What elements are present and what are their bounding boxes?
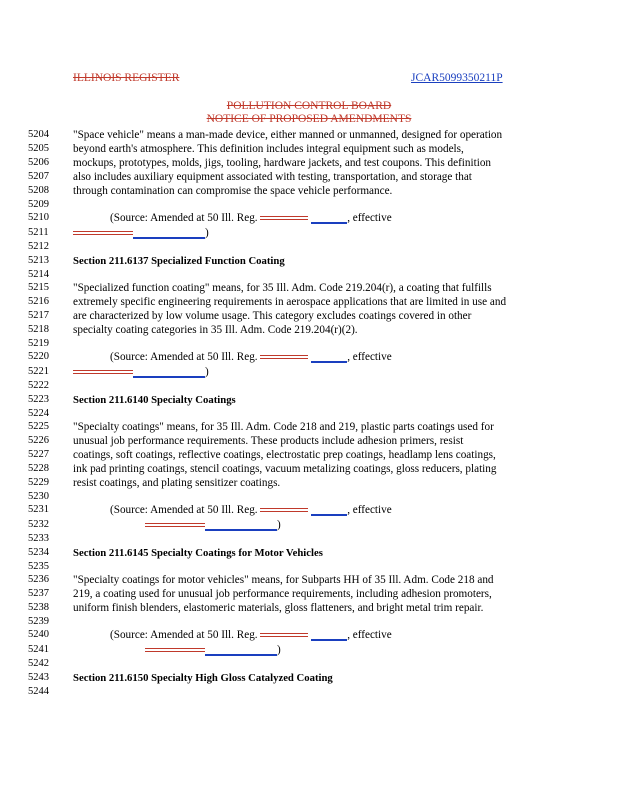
- paragraph-line: are characterized by low volume usage. This category excludes coatings covered in other: [73, 310, 472, 322]
- source-close: ): [277, 644, 281, 656]
- line-number: 5235: [28, 561, 49, 572]
- deleted-blank: [73, 231, 133, 235]
- inserted-blank: [133, 376, 205, 378]
- board-title: POLLUTION CONTROL BOARD: [226, 100, 392, 112]
- line-number: 5233: [28, 533, 49, 544]
- line-number: 5204: [28, 129, 49, 140]
- line-number: 5239: [28, 616, 49, 627]
- line-number: 5228: [28, 463, 49, 474]
- line-number: 5220: [28, 351, 49, 362]
- paragraph-line: specialty coating categories in 35 Ill. Adm. Code 219.204(r)(2).: [73, 324, 358, 336]
- source-prefix: (Source: Amended at 50 Ill. Reg.: [110, 504, 258, 516]
- source-effective: , effective: [347, 212, 392, 224]
- line-number: 5212: [28, 241, 49, 252]
- line-number: 5221: [28, 366, 49, 377]
- paragraph-line: beyond earth's atmosphere. This definition includes integral equipment such as models,: [73, 143, 464, 155]
- line-number: 5205: [28, 143, 49, 154]
- line-number: 5223: [28, 394, 49, 405]
- line-number: 5206: [28, 157, 49, 168]
- paragraph-line: mockups, prototypes, molds, jigs, tooling, hardware jackets, and test coupons. This definition: [73, 157, 492, 169]
- source-close: ): [205, 227, 209, 239]
- inserted-blank: [311, 222, 347, 224]
- deleted-blank: [260, 355, 308, 359]
- source-note-cont: [145, 644, 281, 656]
- deleted-blank: [145, 648, 205, 652]
- source-prefix: (Source: Amended at 50 Ill. Reg.: [110, 351, 258, 363]
- line-number: 5214: [28, 269, 49, 280]
- line-number: 5217: [28, 310, 49, 321]
- line-number: 5207: [28, 171, 49, 182]
- line-number: 5213: [28, 255, 49, 266]
- line-number: 5224: [28, 408, 49, 419]
- source-note: [110, 351, 392, 363]
- deleted-blank: [145, 523, 205, 527]
- paragraph-line: "Space vehicle" means a man-made device, either manned or unmanned, designed for operation: [73, 129, 503, 141]
- source-note: [110, 212, 392, 224]
- source-note-cont: [73, 227, 209, 239]
- inserted-blank: [311, 514, 347, 516]
- source-note: [110, 504, 392, 516]
- line-number: 5222: [28, 380, 49, 391]
- line-number: 5242: [28, 658, 49, 669]
- source-effective: , effective: [347, 351, 392, 363]
- line-number: 5234: [28, 547, 49, 558]
- line-number: 5227: [28, 449, 49, 460]
- paragraph-line: resist coatings, and plating sensitizer coatings.: [73, 477, 281, 489]
- source-prefix: (Source: Amended at 50 Ill. Reg.: [110, 212, 258, 224]
- line-number: 5230: [28, 491, 49, 502]
- line-number: 5215: [28, 282, 49, 293]
- line-number: 5210: [28, 212, 49, 223]
- line-number: 5240: [28, 629, 49, 640]
- line-number: 5229: [28, 477, 49, 488]
- inserted-blank: [205, 654, 277, 656]
- paragraph-line: extremely specific engineering requirements in aerospace applications that are limited in use and: [73, 296, 507, 308]
- paragraph-line: coatings, soft coatings, reflective coatings, electrostatic prep coatings, headlamp lens coatings,: [73, 449, 496, 461]
- paragraph-line: 219, a coating used for unusual job performance requirements, including adhesion promoters,: [73, 588, 492, 600]
- source-close: ): [277, 519, 281, 531]
- paragraph-line: unusual job performance requirements. These products include adhesion primers, resist: [73, 435, 464, 447]
- line-number: 5209: [28, 199, 49, 210]
- line-number: 5241: [28, 644, 49, 655]
- paragraph-line: "Specialty coatings for motor vehicles" means, for Subparts HH of 35 Ill. Adm. Code 218 and: [73, 574, 494, 586]
- paragraph-line: "Specialty coatings" means, for 35 Ill. Adm. Code 218 and 219, plastic parts coatings used for: [73, 421, 494, 433]
- document-id-link[interactable]: JCAR5099350211P: [411, 72, 503, 84]
- deleted-blank: [260, 216, 308, 220]
- line-number: 5218: [28, 324, 49, 335]
- line-number: 5225: [28, 421, 49, 432]
- line-number: 5208: [28, 185, 49, 196]
- deleted-blank: [260, 633, 308, 637]
- line-number: 5219: [28, 338, 49, 349]
- source-note-cont: [73, 366, 209, 378]
- source-effective: , effective: [347, 629, 392, 641]
- source-close: ): [205, 366, 209, 378]
- source-note-cont: [145, 519, 281, 531]
- line-number: 5226: [28, 435, 49, 446]
- inserted-blank: [133, 237, 205, 239]
- notice-title: NOTICE OF PROPOSED AMENDMENTS: [206, 113, 412, 125]
- register-header: ILLINOIS REGISTER: [73, 72, 180, 84]
- section-heading: Section 211.6140 Specialty Coatings: [73, 394, 236, 406]
- inserted-blank: [205, 529, 277, 531]
- line-number: 5243: [28, 672, 49, 683]
- source-note: [110, 629, 392, 641]
- line-number: 5232: [28, 519, 49, 530]
- paragraph-line: ink pad printing coatings, stencil coatings, vacuum metalizing coatings, gloss reducers, plating: [73, 463, 497, 475]
- paragraph-line: also includes auxiliary equipment associated with testing, transportation, and storage that: [73, 171, 472, 183]
- section-heading: Section 211.6150 Specialty High Gloss Catalyzed Coating: [73, 672, 333, 684]
- deleted-blank: [73, 370, 133, 374]
- section-heading: Section 211.6145 Specialty Coatings for Motor Vehicles: [73, 547, 323, 559]
- inserted-blank: [311, 639, 347, 641]
- line-number: 5211: [28, 227, 49, 238]
- paragraph-line: through contamination can compromise the space vehicle performance.: [73, 185, 393, 197]
- source-prefix: (Source: Amended at 50 Ill. Reg.: [110, 629, 258, 641]
- paragraph-line: uniform finish blenders, elastomeric materials, gloss flatteners, and bright metal trim repair.: [73, 602, 484, 614]
- deleted-blank: [260, 508, 308, 512]
- source-effective: , effective: [347, 504, 392, 516]
- line-number: 5216: [28, 296, 49, 307]
- paragraph-line: "Specialized function coating" means, for 35 Ill. Adm. Code 219.204(r), a coating that fulfills: [73, 282, 492, 294]
- line-number: 5244: [28, 686, 49, 697]
- line-number: 5238: [28, 602, 49, 613]
- section-heading: Section 211.6137 Specialized Function Coating: [73, 255, 285, 267]
- line-number: 5236: [28, 574, 49, 585]
- inserted-blank: [311, 361, 347, 363]
- line-number: 5237: [28, 588, 49, 599]
- line-number: 5231: [28, 504, 49, 515]
